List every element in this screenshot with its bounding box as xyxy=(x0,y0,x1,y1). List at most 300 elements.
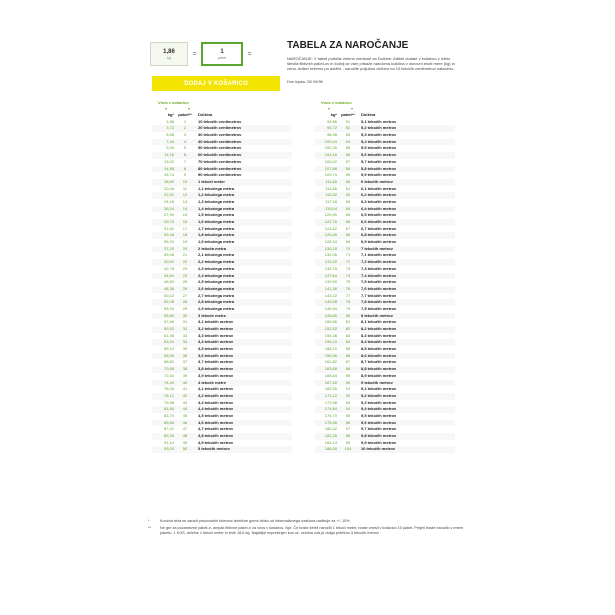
paket-cell: 11 xyxy=(182,185,188,191)
paket-cell: 71 xyxy=(345,252,351,258)
paket-cell: 23 xyxy=(182,265,188,271)
dolzina-cell: 2,7 tekočega metra xyxy=(198,292,235,298)
paket-cell: 60 xyxy=(345,178,351,184)
paket-cell: 65 xyxy=(345,212,351,218)
table-row xyxy=(315,192,455,199)
paket-cell: 58 xyxy=(345,165,351,171)
table-row xyxy=(152,152,292,159)
kg-cell: 22,32 xyxy=(163,192,174,198)
paket-cell: 61 xyxy=(345,185,351,191)
paket-cell: 70 xyxy=(345,245,351,251)
dolzina-cell: 40 tekočih centimetrov xyxy=(198,138,242,144)
kg-cell: 13,02 xyxy=(163,158,174,164)
dolzina-cell: 1,1 tekočega metra xyxy=(198,185,235,191)
kg-cell: 184,14 xyxy=(324,439,337,445)
paket-cell: 54 xyxy=(345,138,351,144)
vnos-label-left: Vnos v košarico xyxy=(158,100,189,105)
equals-sign-2: = xyxy=(247,50,252,58)
kg-cell: 18,60 xyxy=(163,178,174,184)
paket-cell: 53 xyxy=(345,132,351,138)
table-row xyxy=(315,386,455,393)
table-row xyxy=(152,339,292,346)
table-row xyxy=(315,433,455,440)
table-row xyxy=(315,326,455,333)
dolzina-cell: 5,1 tekočih metrov xyxy=(361,118,397,124)
paket-cell: 10 xyxy=(182,178,188,184)
paket-cell: 97 xyxy=(345,426,351,432)
table-row xyxy=(315,286,455,293)
table-row xyxy=(152,186,292,193)
kg-cell: 182,28 xyxy=(324,433,337,438)
arrow-down-icon: ▾ xyxy=(165,106,168,111)
kg-cell: 122,76 xyxy=(324,219,337,224)
dolzina-cell: 1,3 tekočega metra xyxy=(198,198,235,204)
table-row xyxy=(315,226,455,233)
paket-cell: 67 xyxy=(345,225,351,231)
table-row xyxy=(315,293,455,300)
kg-cell: 137,64 xyxy=(324,272,337,278)
table-row xyxy=(315,252,455,259)
kg-cell: 5,58 xyxy=(166,132,174,138)
paket-cell: 68 xyxy=(345,232,351,238)
header-kg: kg* xyxy=(167,112,174,117)
table-row xyxy=(315,440,455,447)
table-row xyxy=(152,139,292,146)
paket-cell: 73 xyxy=(345,265,351,271)
add-to-cart-widget xyxy=(150,40,280,102)
paket-cell: 34 xyxy=(182,339,188,345)
paket-cell: 33 xyxy=(182,332,188,338)
kg-cell: 16,74 xyxy=(163,172,174,178)
kg-cell: 76,26 xyxy=(163,386,174,392)
table-row xyxy=(315,339,455,346)
table-row xyxy=(152,299,292,306)
table-row xyxy=(315,232,455,239)
table-row xyxy=(315,273,455,280)
footnote-text: Končna teža se zaradi proizvodnih toleranc tehnične gume lahko od informativnega izračuna razlikuje za +/- 10% xyxy=(160,519,350,523)
table-row xyxy=(315,413,455,420)
dolzina-cell: 8,1 tekočih metrov xyxy=(361,319,397,325)
table-row xyxy=(152,386,292,393)
paket-cell: 26 xyxy=(182,285,188,291)
paket-cell: 32 xyxy=(182,326,188,331)
kg-cell: 126,48 xyxy=(324,232,337,238)
paket-cell: 40 xyxy=(182,379,188,385)
kg-cell: 50,22 xyxy=(163,292,174,298)
instructions-text: NAROČANJE: V tabeli poiščite želeno vrednost za Dolžine. Artikel dodate v košarico z izbiro števila fiktivnih paket-ov in kolicij se vam prikaže naročena količina v osnovni enoti mere (kg) in cena. Artikel režemo po dolžini - naročite poljubno dolžino na 10 tekočih centimetrov natančno. xyxy=(287,56,455,72)
paket-cell: 37 xyxy=(182,359,188,365)
kg-cell: 79,98 xyxy=(163,399,174,405)
kg-cell: 68,82 xyxy=(163,359,174,365)
table-row xyxy=(315,212,455,219)
table-row xyxy=(152,252,292,259)
dolzina-cell: 1,7 tekočega metra xyxy=(198,225,235,231)
table-row xyxy=(152,326,292,333)
dolzina-cell: 8,8 tekočih metrov xyxy=(361,366,397,372)
dolzina-cell: 9 tekočih metrov xyxy=(361,379,393,385)
paket-cell: 35 xyxy=(182,346,188,352)
dolzina-cell: 2,1 tekočega metra xyxy=(198,252,235,258)
footnote-mark: * xyxy=(148,519,150,523)
table-body-right xyxy=(315,119,455,453)
kg-cell: 145,08 xyxy=(324,299,337,305)
table-row xyxy=(152,273,292,280)
dolzina-cell: 7,1 tekočih metrov xyxy=(361,252,397,258)
kg-cell: 78,12 xyxy=(163,392,174,398)
paket-cell: 84 xyxy=(345,339,351,345)
kg-cell: 161,82 xyxy=(324,359,337,365)
table-row xyxy=(152,226,292,233)
kg-cell: 9,30 xyxy=(166,145,174,151)
table-row xyxy=(152,413,292,420)
table-row xyxy=(315,313,455,320)
paket-cell: 39 xyxy=(182,372,188,378)
table-row xyxy=(152,279,292,286)
table-body-left xyxy=(152,119,292,453)
kg-cell: 113,46 xyxy=(325,185,337,191)
kg-cell: 143,22 xyxy=(324,292,337,298)
paket-cell: 98 xyxy=(345,433,351,438)
paket-cell: 16 xyxy=(182,219,188,224)
dolzina-cell: 2,2 tekočega metra xyxy=(198,259,235,265)
kg-cell: 35,34 xyxy=(163,239,174,245)
dolzina-cell: 1,6 tekočega metra xyxy=(198,219,235,224)
table-row xyxy=(315,353,455,360)
kg-cell: 124,62 xyxy=(324,225,337,231)
dolzina-cell: 5 tekočih metrov xyxy=(198,446,230,452)
paket-cell: 43 xyxy=(182,399,188,405)
table-row xyxy=(315,346,455,353)
dolzina-cell: 4,5 tekočih metrov xyxy=(198,412,234,418)
paket-cell: 79 xyxy=(345,305,351,311)
paket-cell: 36 xyxy=(182,352,188,358)
kg-cell: 176,70 xyxy=(324,412,337,418)
kg-cell: 133,92 xyxy=(324,259,337,265)
paket-cell: 28 xyxy=(182,299,188,305)
dolzina-cell: 7,8 tekočih metrov xyxy=(361,299,397,305)
dolzina-cell: 8,5 tekočih metrov xyxy=(361,346,397,352)
arrow-down-icon: ▾ xyxy=(188,106,191,111)
footnote-text: Ne gre za pocamezne paket-e, ampak fiktivne paket-e za vnos v košarico. Npr. Če boste želeli naročiti 1 tekoči meter, boste vnesli v košarico 10 paket. Prejeli boste naročilo v enem paketu, 1 KOS, dolžine 1 tekoči meter in teže 18,6 kg. Najdaljši neprekinjen kos oz. celotna rola je dolga približno 5 tekočih metrov. xyxy=(160,526,464,535)
dolzina-cell: 8 tekočih metrov xyxy=(361,312,393,318)
paket-cell: 59 xyxy=(345,172,351,178)
table-row xyxy=(315,306,455,313)
paket-cell: 17 xyxy=(182,225,188,231)
paket-cell: 30 xyxy=(182,312,188,318)
dolzina-cell: 9,2 tekočih metrov xyxy=(361,392,397,398)
dolzina-cell: 6,4 tekočih metrov xyxy=(361,205,397,211)
table-row xyxy=(152,426,292,433)
table-row xyxy=(152,293,292,300)
table-row xyxy=(152,206,292,213)
kg-cell: 104,16 xyxy=(324,152,337,158)
kg-field[interactable] xyxy=(150,42,188,66)
paket-value: 1 xyxy=(220,48,224,55)
kg-cell: 20,46 xyxy=(163,185,174,191)
paket-cell: 55 xyxy=(345,145,351,151)
dolzina-cell: 4,8 tekočih metrov xyxy=(198,433,234,438)
dolzina-cell: 70 tekočih centimetrov xyxy=(198,158,242,164)
kg-value: 1,86 xyxy=(163,48,175,55)
dolzina-cell: 2,9 tekočega metra xyxy=(198,305,235,311)
dolzina-cell: 30 tekočih centimetrov xyxy=(198,132,242,138)
table-row xyxy=(152,172,292,179)
kg-cell: 70,68 xyxy=(163,366,174,372)
dolzina-cell: 7,5 tekočih metrov xyxy=(361,279,397,285)
table-row xyxy=(315,393,455,400)
paket-cell: 22 xyxy=(182,259,188,265)
kg-cell: 172,98 xyxy=(324,399,337,405)
table-row xyxy=(315,199,455,206)
print-date: Dne izpisa: 20/ 09/96 xyxy=(287,79,323,84)
kg-cell: 7,44 xyxy=(166,138,174,144)
dolzina-cell: 9,7 tekočih metrov xyxy=(361,426,397,432)
paket-cell: 66 xyxy=(345,219,351,224)
kg-cell: 55,80 xyxy=(163,312,174,318)
footnotes xyxy=(148,519,468,538)
kg-cell: 159,96 xyxy=(324,352,337,358)
paket-cell: 76 xyxy=(345,285,351,291)
paket-cell: 6 xyxy=(183,152,187,158)
info-panel xyxy=(287,40,457,84)
arrow-icons-right xyxy=(315,106,455,112)
dolzina-cell: 1,8 tekočega metra xyxy=(198,232,235,238)
paket-cell: 77 xyxy=(345,292,351,298)
dolzina-cell: 8,3 tekočih metrov xyxy=(361,332,397,338)
footnote-mark: ** xyxy=(148,526,151,530)
kg-cell: 163,68 xyxy=(324,366,337,372)
table-row xyxy=(152,313,292,320)
kg-cell: 46,50 xyxy=(163,279,174,285)
dolzina-cell: 2,8 tekočega metra xyxy=(198,299,235,305)
kg-cell: 1,86 xyxy=(166,118,174,124)
kg-cell: 98,58 xyxy=(326,132,337,138)
table-row xyxy=(315,426,455,433)
kg-cell: 91,14 xyxy=(163,439,174,445)
table-row xyxy=(152,366,292,373)
header-dolzina: Dolžina xyxy=(361,112,376,117)
arrow-icons-left xyxy=(152,106,292,112)
table-row xyxy=(315,172,455,179)
table-row xyxy=(315,259,455,266)
paket-cell: 8 xyxy=(183,165,187,171)
paket-cell: 19 xyxy=(182,239,188,245)
kg-unit: kg xyxy=(167,55,171,60)
dolzina-cell: 5,2 tekočih metrov xyxy=(361,125,397,131)
table-row xyxy=(315,166,455,173)
dolzina-cell: 3,2 tekočih metrov xyxy=(198,326,234,331)
dolzina-cell: 6,2 tekočih metrov xyxy=(361,192,397,198)
table-row xyxy=(152,400,292,407)
kg-cell: 150,66 xyxy=(324,319,337,325)
table-row xyxy=(152,433,292,440)
dolzina-cell: 9,9 tekočih metrov xyxy=(361,439,397,445)
kg-cell: 102,30 xyxy=(324,145,337,151)
kg-cell: 65,10 xyxy=(163,346,174,352)
paket-cell: 20 xyxy=(182,245,188,251)
kg-cell: 11,16 xyxy=(164,152,174,158)
table-row xyxy=(315,125,455,132)
dolzina-cell: 3,5 tekočih metrov xyxy=(198,346,234,352)
dolzina-cell: 6 tekočih metrov xyxy=(361,178,393,184)
kg-cell: 37,20 xyxy=(163,245,174,251)
kg-cell: 59,52 xyxy=(163,326,174,331)
table-row xyxy=(152,212,292,219)
kg-cell: 81,84 xyxy=(163,406,174,412)
table-left xyxy=(152,100,292,453)
equals-sign: = xyxy=(192,50,197,58)
table-row xyxy=(152,319,292,326)
paket-quantity-input[interactable] xyxy=(201,42,243,66)
dolzina-cell: 4,9 tekočih metrov xyxy=(198,439,234,445)
paket-cell: 24 xyxy=(182,272,188,278)
dolzina-cell: 9,5 tekočih metrov xyxy=(361,412,397,418)
paket-cell: 69 xyxy=(345,239,351,245)
table-row xyxy=(152,420,292,427)
dolzina-cell: 3,1 tekočih metrov xyxy=(198,319,234,325)
table-row xyxy=(315,299,455,306)
dolzina-cell: 7,9 tekočih metrov xyxy=(361,305,397,311)
table-row xyxy=(152,239,292,246)
table-row xyxy=(315,179,455,186)
kg-cell: 128,34 xyxy=(324,239,337,245)
dolzina-cell: 2,5 tekočega metra xyxy=(198,279,235,285)
kg-cell: 24,18 xyxy=(163,198,174,204)
kg-cell: 156,24 xyxy=(324,339,337,345)
paket-cell: 41 xyxy=(182,386,188,392)
kg-cell: 165,54 xyxy=(324,372,337,378)
dolzina-cell: 4,1 tekočih metrov xyxy=(198,386,234,392)
paket-cell: 74 xyxy=(345,272,351,278)
page-title: TABELA ZA NAROČANJE xyxy=(287,40,409,51)
dolzina-cell: 3,3 tekočih metrov xyxy=(198,332,234,338)
paket-cell: 75 xyxy=(345,279,351,285)
kg-cell: 44,64 xyxy=(163,272,174,278)
paket-cell: 25 xyxy=(182,279,188,285)
kg-cell: 146,94 xyxy=(324,305,337,311)
dolzina-cell: 10 tekočih metrov xyxy=(361,446,396,452)
paket-cell: 83 xyxy=(345,332,351,338)
table-row xyxy=(152,446,292,453)
header-paket: paket** xyxy=(178,112,192,117)
paket-cell: 50 xyxy=(182,446,188,452)
paket-cell: 51 xyxy=(345,118,351,124)
paket-cell: 3 xyxy=(183,132,187,138)
dolzina-cell: 2,3 tekočega metra xyxy=(198,265,235,271)
table-row xyxy=(152,125,292,132)
table-row xyxy=(315,319,455,326)
paket-cell: 64 xyxy=(345,205,351,211)
table-row xyxy=(315,406,455,413)
kg-cell: 66,96 xyxy=(163,352,174,358)
paket-cell: 52 xyxy=(345,125,351,131)
paket-cell: 45 xyxy=(182,412,188,418)
kg-cell: 115,32 xyxy=(325,192,337,198)
table-row xyxy=(315,186,455,193)
table-row xyxy=(152,406,292,413)
kg-cell: 53,94 xyxy=(163,305,174,311)
table-row xyxy=(315,246,455,253)
paket-cell: 82 xyxy=(345,326,351,331)
kg-cell: 96,72 xyxy=(326,125,337,131)
paket-cell: 56 xyxy=(345,152,351,158)
dolzina-cell: 7,4 tekočih metrov xyxy=(361,272,397,278)
kg-cell: 42,78 xyxy=(163,265,174,271)
kg-cell: 141,36 xyxy=(324,285,337,291)
table-row xyxy=(152,359,292,366)
paket-cell: 2 xyxy=(183,125,187,131)
kg-cell: 33,48 xyxy=(163,232,174,238)
paket-cell: 42 xyxy=(182,392,188,398)
add-to-cart-button[interactable]: DODAJ V KOŠARICO xyxy=(152,76,280,91)
table-row xyxy=(315,373,455,380)
kg-cell: 180,42 xyxy=(324,426,337,432)
table-header xyxy=(152,112,292,119)
paket-cell: 86 xyxy=(345,352,351,358)
dolzina-cell: 4,7 tekočih metrov xyxy=(198,426,234,432)
paket-cell: 47 xyxy=(182,426,188,432)
table-row xyxy=(315,132,455,139)
paket-cell: 27 xyxy=(182,292,188,298)
paket-cell: 85 xyxy=(345,346,351,352)
paket-cell: 1 xyxy=(183,118,187,124)
dolzina-cell: 4,4 tekočih metrov xyxy=(198,406,234,412)
arrow-down-icon: ▾ xyxy=(328,106,331,111)
paket-cell: 72 xyxy=(345,259,351,265)
table-row xyxy=(152,346,292,353)
paket-cell: 62 xyxy=(345,192,351,198)
kg-cell: 106,02 xyxy=(324,158,337,164)
table-row xyxy=(315,119,455,126)
table-row xyxy=(315,380,455,387)
table-row xyxy=(152,373,292,380)
table-row xyxy=(152,219,292,226)
table-row xyxy=(152,132,292,139)
kg-cell: 171,12 xyxy=(324,392,337,398)
kg-cell: 120,90 xyxy=(324,212,337,218)
footnote xyxy=(148,526,468,536)
footnote xyxy=(148,519,468,524)
kg-cell: 107,88 xyxy=(324,165,337,171)
table-row xyxy=(315,145,455,152)
paket-cell: 57 xyxy=(345,158,351,164)
paket-cell: 4 xyxy=(183,138,187,144)
dolzina-cell: 2 tekoča metra xyxy=(198,245,227,251)
kg-cell: 135,78 xyxy=(324,265,337,271)
dolzina-cell: 1,5 tekočega metra xyxy=(198,212,235,218)
dolzina-cell: 6,7 tekočih metrov xyxy=(361,225,397,231)
paket-cell: 87 xyxy=(345,359,351,365)
dolzina-cell: 5,7 tekočih metrov xyxy=(361,158,397,164)
dolzina-cell: 3 tekoče metre xyxy=(198,312,227,318)
paket-cell: 48 xyxy=(182,433,188,438)
table-row xyxy=(315,400,455,407)
paket-cell: 78 xyxy=(345,299,351,305)
paket-cell: 99 xyxy=(345,439,351,445)
paket-cell: 63 xyxy=(345,198,351,204)
dolzina-cell: 90 tekočih centimetrov xyxy=(198,172,242,178)
kg-cell: 132,06 xyxy=(324,252,337,258)
kg-cell: 111,60 xyxy=(325,178,337,184)
dolzina-cell: 7 tekočih metrov xyxy=(361,245,393,251)
paket-cell: 96 xyxy=(345,419,351,425)
kg-cell: 148,80 xyxy=(324,312,337,318)
dolzina-cell: 7,6 tekočih metrov xyxy=(361,285,397,291)
kg-cell: 89,28 xyxy=(163,433,174,438)
table-row xyxy=(315,219,455,226)
paket-cell: 9 xyxy=(183,172,187,178)
table-row xyxy=(152,246,292,253)
